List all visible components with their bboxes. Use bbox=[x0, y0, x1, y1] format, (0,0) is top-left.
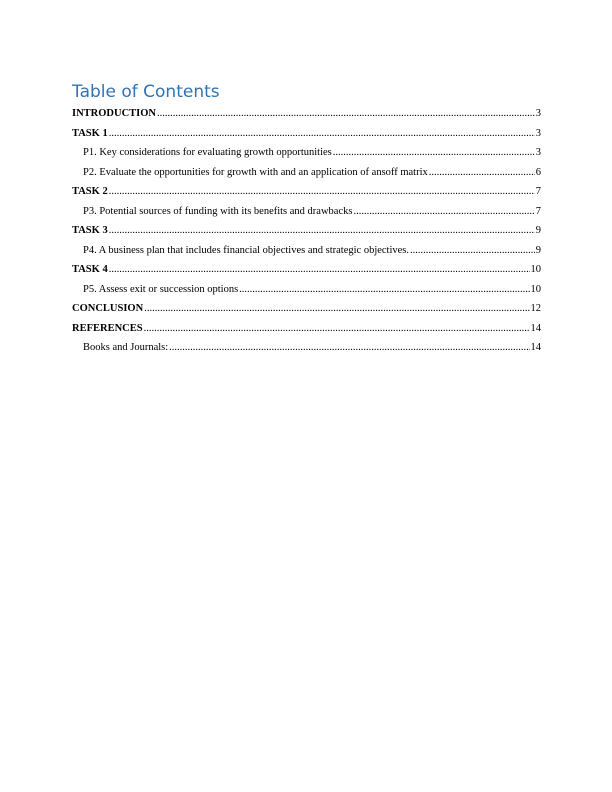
toc-dot-leader bbox=[239, 280, 529, 300]
toc-list bbox=[72, 104, 541, 358]
toc-entry-text: Books and Journals: bbox=[83, 342, 169, 353]
toc-page-number: 7 bbox=[535, 186, 541, 197]
toc-page-number: 3 bbox=[535, 147, 541, 158]
toc-entry-text: P4. A business plan that includes financial objectives and strategic objectives. bbox=[83, 244, 410, 256]
toc-entry[interactable] bbox=[72, 182, 541, 202]
toc-dot-leader bbox=[109, 260, 530, 280]
toc-entry-text: P5. Assess exit or succession options bbox=[83, 283, 239, 295]
toc-page-number: 6 bbox=[535, 166, 541, 178]
toc-entry-text: TASK 4 bbox=[72, 264, 108, 275]
toc-entry[interactable] bbox=[72, 299, 541, 319]
toc-entry-text: INTRODUCTION bbox=[72, 108, 157, 119]
toc-entry[interactable] bbox=[72, 202, 541, 222]
toc-entry[interactable] bbox=[72, 241, 541, 261]
toc-entry-text: CONCLUSION bbox=[72, 303, 144, 314]
toc-dot-leader bbox=[429, 163, 535, 183]
toc-dot-leader bbox=[410, 241, 535, 261]
toc-entry-text: P1. Key considerations for evaluating growth opportunities bbox=[83, 147, 332, 158]
toc-entry-text: TASK 3 bbox=[72, 225, 108, 236]
toc-page-number: 14 bbox=[530, 342, 541, 353]
toc-dot-leader bbox=[169, 338, 529, 358]
toc-dot-leader bbox=[109, 124, 535, 144]
toc-dot-leader bbox=[109, 182, 535, 202]
toc-entry[interactable] bbox=[72, 143, 541, 163]
toc-entry-text: REFERENCES bbox=[72, 322, 143, 334]
toc-entry[interactable] bbox=[72, 104, 541, 124]
toc-title: Table of Contents bbox=[72, 82, 220, 102]
toc-dot-leader bbox=[144, 299, 529, 319]
toc-entry[interactable] bbox=[72, 221, 541, 241]
toc-entry-text: TASK 2 bbox=[72, 186, 108, 197]
toc-page-number: 9 bbox=[535, 244, 541, 256]
toc-page-number: 12 bbox=[530, 303, 541, 314]
toc-entry-text: TASK 1 bbox=[72, 127, 108, 139]
toc-entry-text: P3. Potential sources of funding with its benefits and drawbacks bbox=[83, 205, 353, 217]
toc-entry[interactable] bbox=[72, 338, 541, 358]
toc-page-number: 3 bbox=[535, 127, 541, 139]
toc-entry[interactable] bbox=[72, 280, 541, 300]
toc-entry[interactable] bbox=[72, 124, 541, 144]
toc-page-number: 10 bbox=[530, 283, 541, 295]
toc-page-number: 10 bbox=[530, 264, 541, 275]
toc-entry-text: P2. Evaluate the opportunities for growth with and an application of ansoff matrix bbox=[83, 166, 428, 178]
document-page bbox=[72, 82, 541, 358]
toc-dot-leader bbox=[353, 202, 534, 222]
toc-page-number: 14 bbox=[530, 322, 541, 334]
toc-page-number: 9 bbox=[535, 225, 541, 236]
toc-entry[interactable] bbox=[72, 319, 541, 339]
toc-entry[interactable] bbox=[72, 163, 541, 183]
toc-dot-leader bbox=[333, 143, 535, 163]
toc-page-number: 3 bbox=[535, 108, 541, 119]
toc-entry[interactable] bbox=[72, 260, 541, 280]
toc-dot-leader bbox=[157, 104, 535, 124]
toc-page-number: 7 bbox=[535, 205, 541, 217]
toc-dot-leader bbox=[144, 319, 530, 339]
toc-dot-leader bbox=[109, 221, 535, 241]
